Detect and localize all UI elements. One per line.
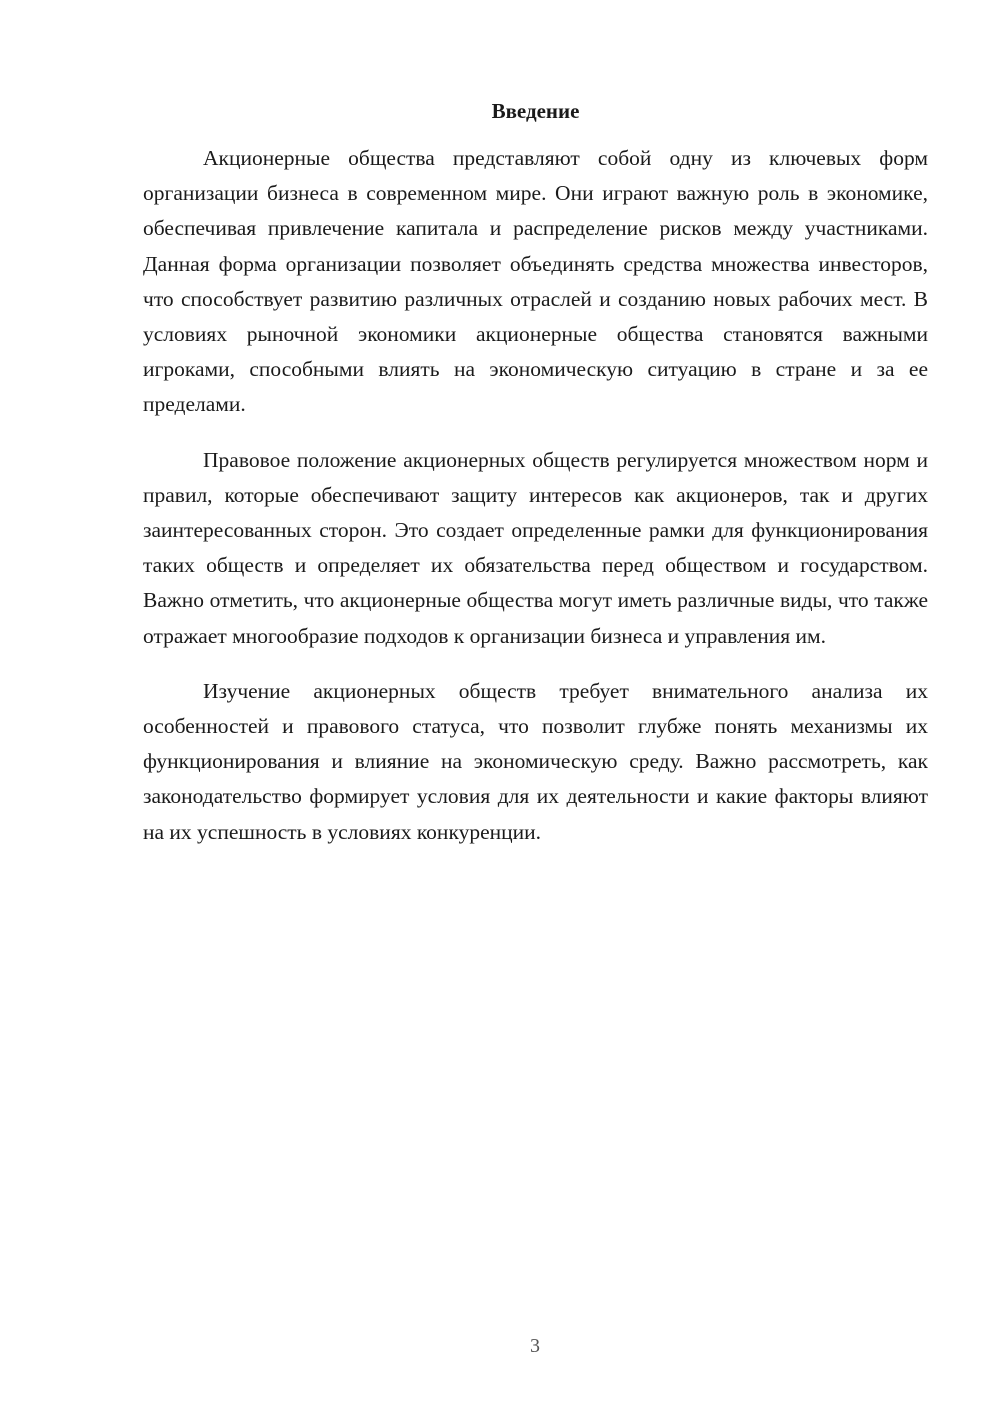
page-number: 3 — [530, 1335, 540, 1357]
paragraph-1: Акционерные общества представляют собой одну из ключевых форм организации бизнеса в современном мире. Они играют важную роль в экономике, обеспечивая привлечение капитала и распределение рисков между участниками. Данная форма организации позволяет объединять средства множества инвесторов, что способствует развитию различных отраслей и созданию новых рабочих мест. В условиях рыночной экономики акционерные общества становятся важными игроками, способными влиять на экономическую ситуацию в стране и за ее пределами. — [143, 146, 928, 417]
body-text — [143, 141, 928, 870]
paragraph-2: Правовое положение акционерных обществ регулируется множеством норм и правил, которые обеспечивают защиту интересов как акционеров, так и других заинтересованных сторон. Это создает определенные рамки для функционирования таких обществ и определяет их обязательства перед обществом и государством. Важно отметить, что акционерные общества могут иметь различные виды, что также отражает многообразие подходов к организации бизнеса и управления им. — [143, 447, 928, 648]
paragraph-3: Изучение акционерных обществ требует внимательного анализа их особенностей и правового статуса, что позволит глубже понять механизмы их функционирования и влияние на экономическую среду. Важно рассмотреть, как законодательство формирует условия для их деятельности и какие факторы влияют на их успешность в условиях конкуренции. — [143, 678, 928, 844]
page-title: Введение — [491, 99, 580, 123]
